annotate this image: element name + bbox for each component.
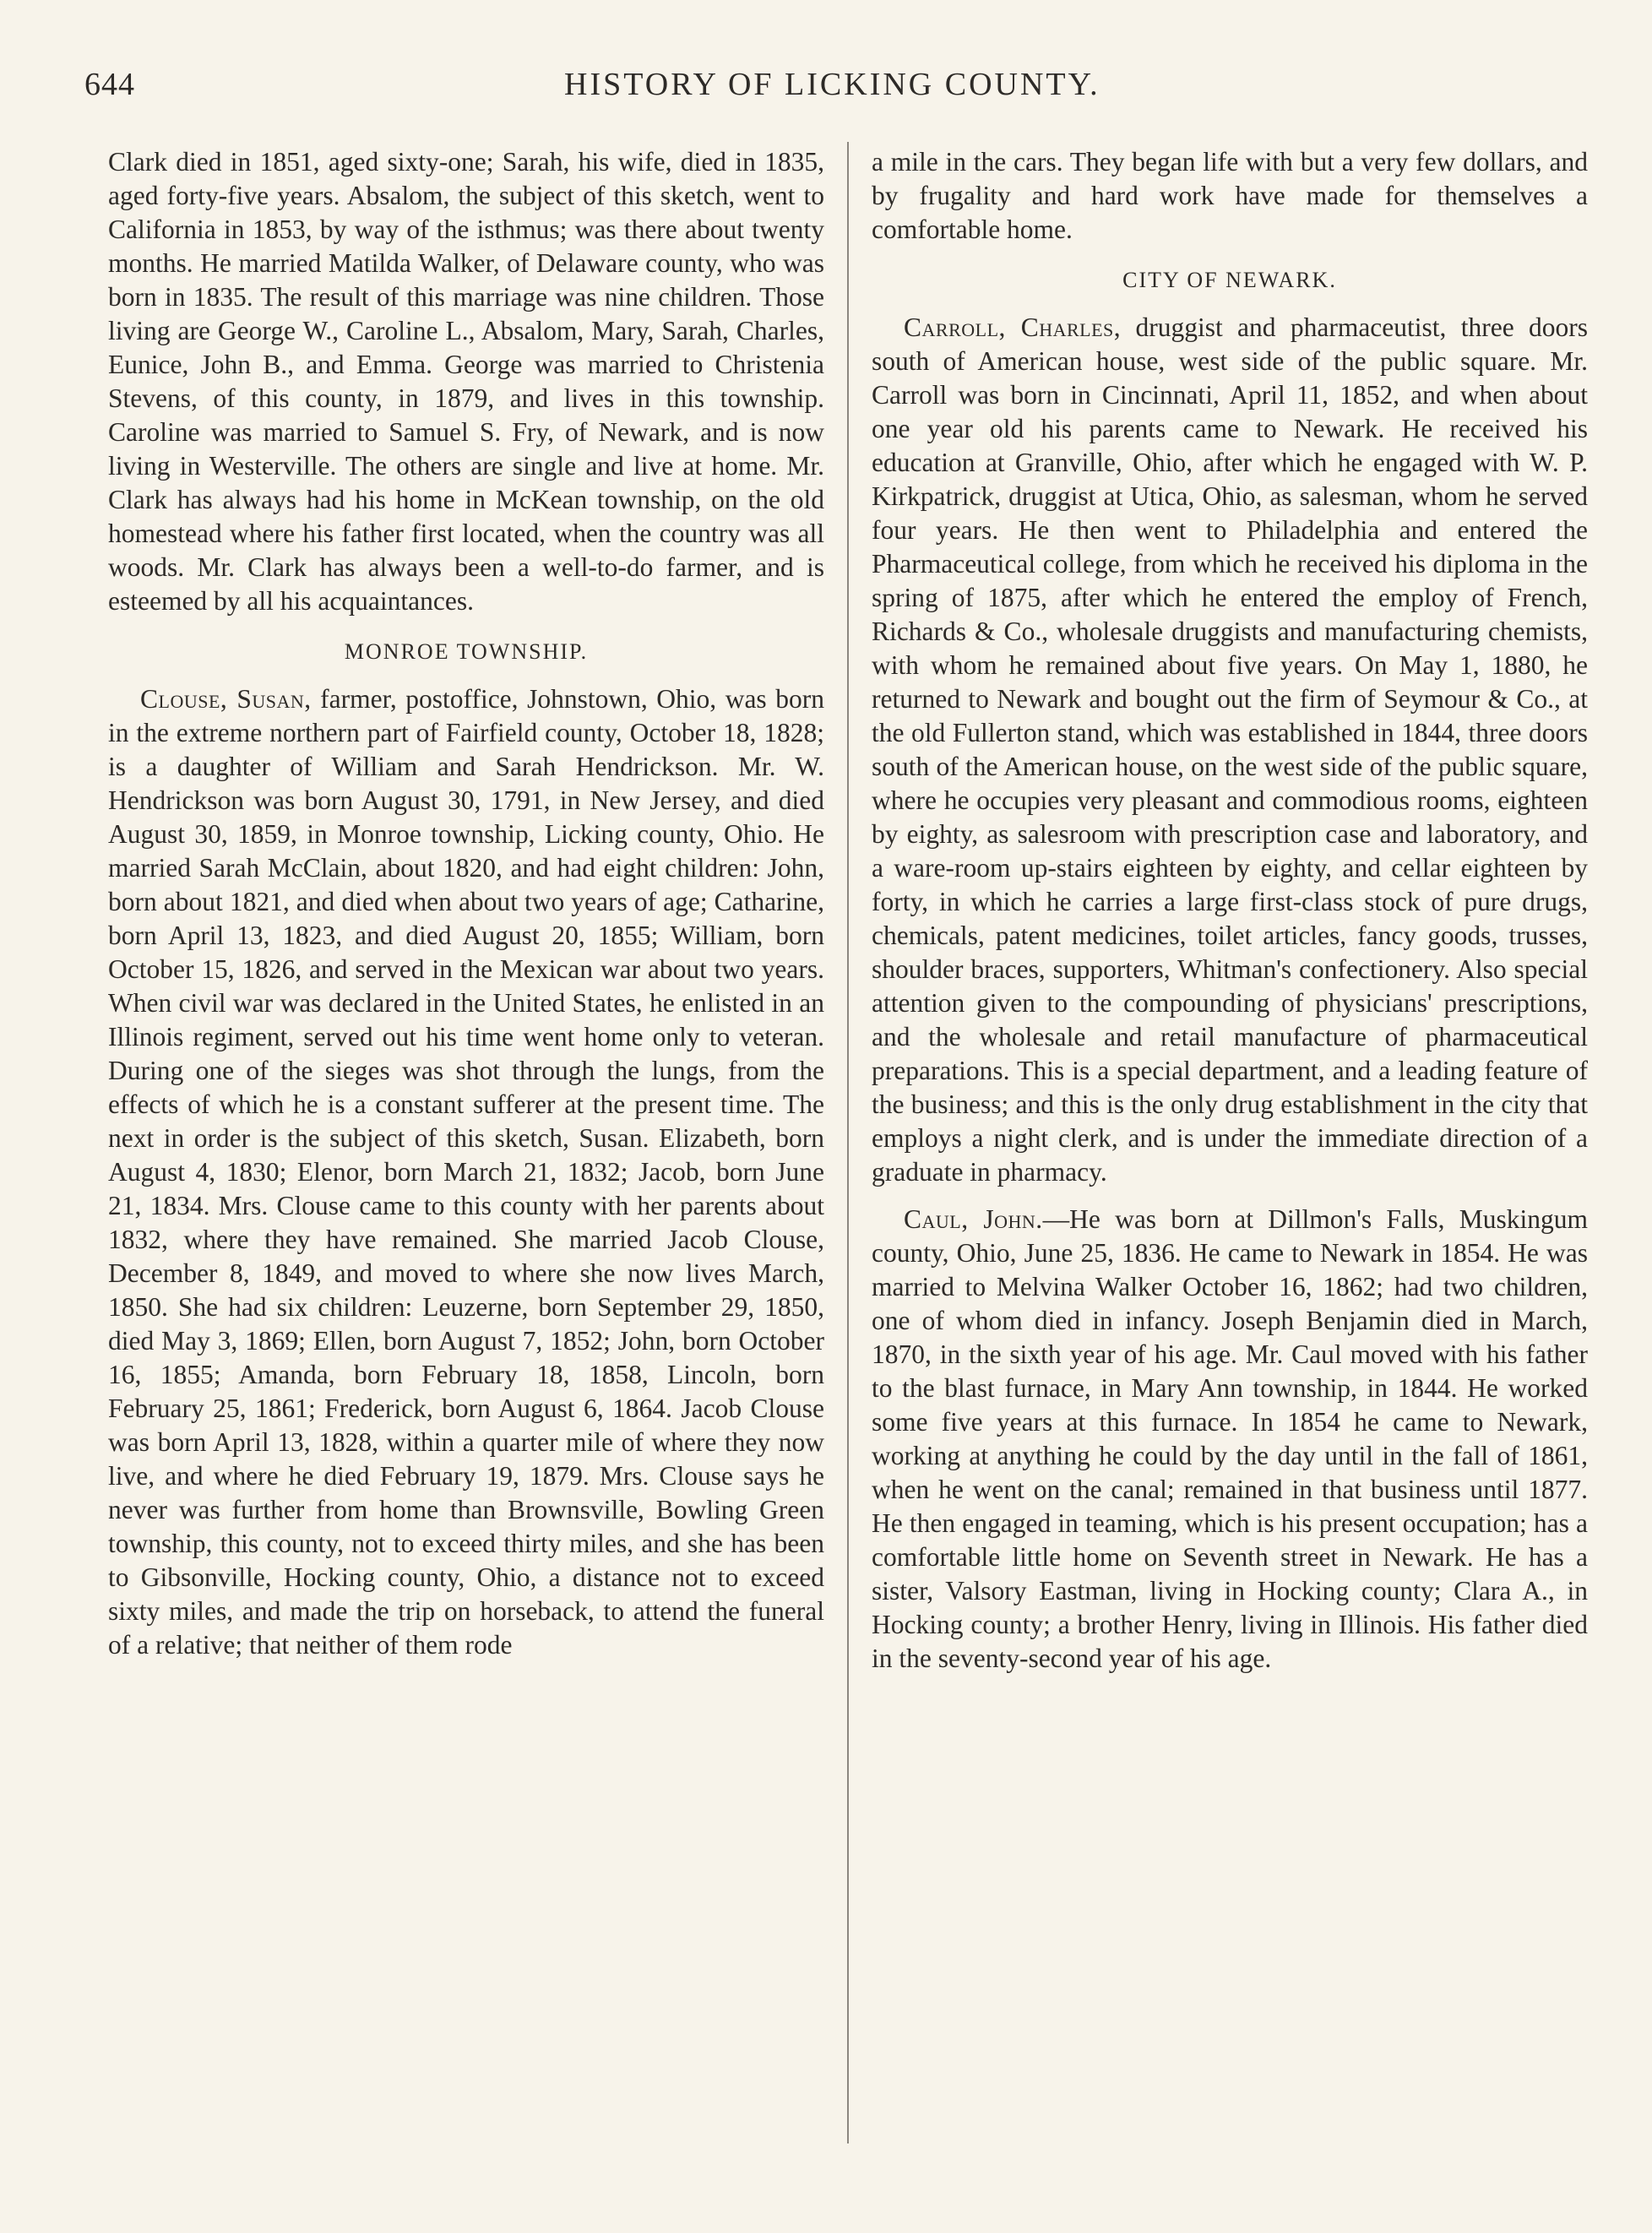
- caul-text: —He was born at Dillmon's Falls, Muskingum county, Ohio, June 25, 1836. He came to Newark in 1854. He was married to Melvina Walker October 16, 1862; had two children, one of whom died in infancy. Joseph Benjamin died in March, 1870, in the sixth year of his age. Mr. Caul moved with his father to the blast furnace, in Mary Ann township, in 1844. He worked some five years at this furnace. In 1854 he came to Newark, working at anything he could by the day until in the fall of 1861, when he went on the canal; remained in that business until 1877. He then engaged in teaming, which is his present occupation; has a comfortable little home on Seventh street in Newark. He has a sister, Valsory Eastman, living in Hocking county; Clara A., in Hocking county; a brother Henry, living in Illinois. His father died in the seventy-second year of his age.: [872, 1204, 1588, 1673]
- column-divider: [847, 142, 849, 2143]
- carroll-name: Carroll, Charles,: [904, 312, 1122, 342]
- left-column: [108, 145, 824, 1662]
- section-heading-monroe: MONROE TOWNSHIP.: [344, 639, 589, 664]
- clouse-text: farmer, postoffice, Johnstown, Ohio, was born in the extreme northern part of Fairfield county, October 18, 1828; is a daughter of William and Sarah Hendrickson. Mr. W. Hendrickson was born August 30, 1791, in New Jersey, and died August 30, 1859, in Monroe township, Licking county, Ohio. He married Sarah McClain, about 1820, and had eight children: John, born about 1821, and died when about two years of age; Catharine, born April 13, 1823, and died August 20, 1855; William, born October 15, 1826, and served in the Mexican war about two years. When civil war was declared in the United States, he enlisted in an Illinois regiment, served out his time went home only to veteran. During one of the sieges was shot through the lungs, from the effects of which he is a constant sufferer at the present time. The next in order is the subject of this sketch, Susan. Elizabeth, born August 4, 1830; Elenor, born March 21, 1832; Jacob, born June 21, 1834. Mrs. Clouse came to this county with her parents about 1832, where they have remained. She married Jacob Clouse, December 8, 1849, and moved to where she now lives March, 1850. She had six children: Leuzerne, born September 29, 1850, died May 3, 1869; Ellen, born August 7, 1852; John, born October 16, 1855; Amanda, born February 18, 1858, Lincoln, born February 25, 1861; Frederick, born August 6, 1864. Jacob Clouse was born April 13, 1828, within a quarter mile of where they now live, and where he died February 19, 1879. Mrs. Clouse says he never was further from home than Brownsville, Bowling Green township, this county, not to exceed thirty miles, and she has been to Gibsonville, Hocking county, Ohio, a distance not to exceed sixty miles, and made the trip on horseback, to attend the funeral of a relative; that neither of them rode: [108, 684, 824, 1660]
- caul-name: Caul, John.: [904, 1204, 1043, 1234]
- carroll-text: druggist and pharmaceutist, three doors south of American house, west side of the public square. Mr. Carroll was born in Cincinnati, April 11, 1852, and when about one year old his parents came to Newark. He received his education at Granville, Ohio, after which he engaged with W. P. Kirkpatrick, druggist at Utica, Ohio, as salesman, whom he served four years. He then went to Philadelphia and entered the Pharmaceutical college, from which he received his diploma in the spring of 1875, after which he entered the employ of French, Richards & Co., wholesale druggists and manufacturing chemists, with whom he remained about five years. On May 1, 1880, he returned to Newark and bought out the firm of Seymour & Co., at the old Fullerton stand, which was established in 1844, three doors south of the American house, on the west side of the public square, where he occupies very pleasant and commodious rooms, eighteen by eighty, as salesroom with prescription case and laboratory, and a ware-room up-stairs eighteen by eighty, and cellar eighteen by forty, in which he carries a large first-class stock of pure drugs, chemicals, patent medicines, toilet articles, fancy goods, trusses, shoulder braces, supporters, Whitman's confectionery. Also special attention given to the compounding of physicians' prescriptions, and the wholesale and retail manufacture of pharmaceutical preparations. This is a special department, and a leading feature of the business; and this is the only drug establishment in the city that employs a night clerk, and is under the immediate direction of a graduate in pharmacy.: [872, 312, 1588, 1187]
- page-header: [84, 66, 1630, 117]
- clouse-entry: [108, 682, 824, 1662]
- clark-continuation-paragraph: Clark died in 1851, aged sixty-one; Sarah, his wife, died in 1835, aged forty-five years. Absalom, the subject of this sketch, went to California in 1853, by way of the isthmus; was there about twenty months. He married Matilda Walker, of Delaware county, who was born in 1835. The result of this marriage was nine children. Those living are George W., Caroline L., Absalom, Mary, Sarah, Charles, Eunice, John B., and Emma. George was married to Christenia Stevens, of this county, in 1879, and lives in this township. Caroline was married to Samuel S. Fry, of Newark, and is now living in Westerville. The others are single and live at home. Mr. Clark has always had his home in McKean township, on the old homestead where his father first located, when the country was all woods. Mr. Clark has always been a well-to-do farmer, and is esteemed by all his acquaintances.: [108, 147, 824, 616]
- page-number: 644: [84, 67, 135, 102]
- running-title: HISTORY OF LICKING COUNTY.: [564, 67, 1100, 102]
- caul-entry: [872, 1203, 1588, 1676]
- right-column: [872, 145, 1588, 1676]
- carroll-entry: [872, 311, 1588, 1189]
- clouse-name: Clouse, Susan,: [140, 684, 312, 714]
- continuation-paragraph: a mile in the cars. They began life with but a very few dollars, and by frugality and hard work have made for themselves a comfortable home.: [872, 147, 1588, 244]
- section-heading-newark: CITY OF NEWARK.: [1122, 268, 1337, 292]
